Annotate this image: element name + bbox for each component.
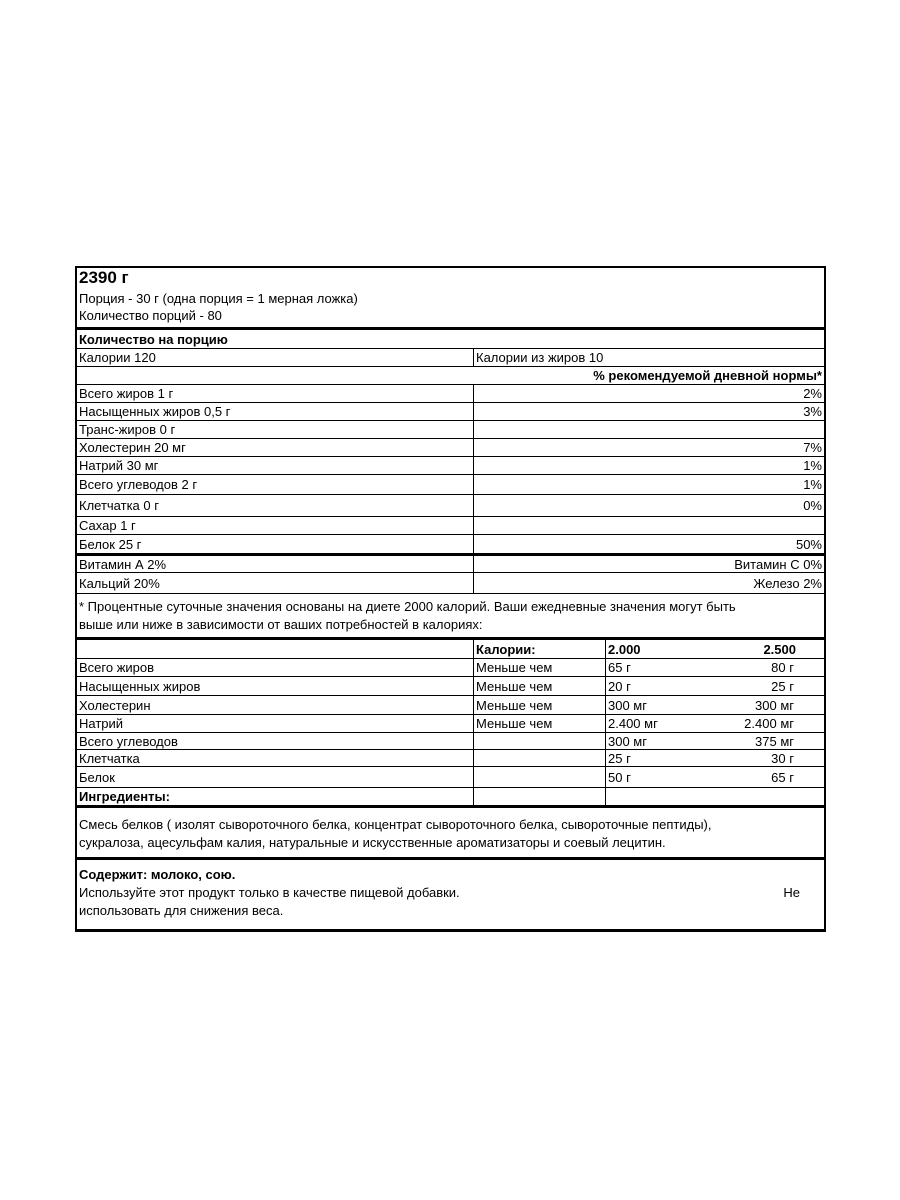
reference-row: [77, 750, 824, 767]
reference-qualifier: Меньше чем: [474, 715, 606, 732]
vitamin-left: Витамин А 2%: [77, 556, 474, 572]
nutrient-row: [77, 517, 824, 535]
reference-qualifier: Меньше чем: [474, 696, 606, 714]
reference-value-2000: 300 мг: [608, 697, 647, 713]
nutrient-dv: 0%: [803, 498, 822, 513]
reference-qualifier: [474, 733, 606, 749]
nutrient-dv: 7%: [803, 440, 822, 455]
vitamin-right: Витамин С 0%: [734, 556, 822, 572]
servings-count: Количество порций - 80: [79, 308, 222, 323]
nutrition-label: [75, 266, 826, 932]
reference-col2-header: 2.500: [763, 641, 796, 657]
reference-value-2500: 25 г: [771, 678, 794, 694]
nutrient-name: Транс-жиров 0 г: [77, 421, 474, 438]
footnote-line: выше или ниже в зависимости от ваших потребностей в калориях:: [79, 617, 483, 632]
nutrient-dv: 1%: [803, 477, 822, 492]
nutrient-row: [77, 439, 824, 457]
reference-value-2500: 300 мг: [755, 697, 794, 713]
reference-row: [77, 677, 824, 696]
nutrient-row: [77, 495, 824, 517]
nutrient-row: [77, 385, 824, 403]
reference-row: [77, 696, 824, 715]
calories-from-fat: Калории из жиров 10: [476, 350, 604, 365]
reference-value-2000: 50 г: [608, 769, 631, 785]
vitamin-row: [77, 556, 824, 573]
reference-row: [77, 659, 824, 677]
reference-col1-header: 2.000: [608, 641, 641, 657]
reference-name: Натрий: [77, 715, 474, 732]
nutrient-dv: 3%: [803, 404, 822, 419]
reference-qualifier: Меньше чем: [474, 677, 606, 695]
reference-name: Насыщенных жиров: [77, 677, 474, 695]
nutrient-row: [77, 475, 824, 495]
nutrient-name: Насыщенных жиров 0,5 г: [77, 403, 474, 420]
reference-calories-label: Калории:: [474, 640, 606, 658]
reference-name: Всего углеводов: [77, 733, 474, 749]
reference-value-2000: 2.400 мг: [608, 716, 658, 731]
reference-header-row: [77, 640, 824, 659]
nutrient-name: Всего жиров 1 г: [77, 385, 474, 402]
vitamin-right: Железо 2%: [753, 575, 822, 591]
amount-title-row: [77, 330, 824, 349]
label-header: [77, 268, 824, 330]
ingredients-text: [77, 808, 824, 860]
nutrient-name: Холестерин 20 мг: [77, 439, 474, 456]
ingredients-title: Ингредиенты:: [77, 788, 474, 805]
nutrient-dv: 50%: [795, 536, 822, 552]
usage-line: [79, 884, 822, 902]
reference-name: Белок: [77, 767, 474, 787]
calories-row: [77, 349, 824, 367]
reference-value-2500: 65 г: [771, 769, 794, 785]
usage-text-right: Не: [783, 885, 800, 900]
nutrient-dv: 2%: [803, 386, 822, 401]
dv-header-row: [77, 367, 824, 385]
reference-value-2500: 30 г: [771, 750, 794, 766]
nutrient-row: [77, 403, 824, 421]
nutrient-dv: [474, 517, 824, 534]
usage-line-2: использовать для снижения веса.: [79, 903, 284, 918]
reference-header-empty: [77, 640, 474, 658]
contains-section: [77, 860, 824, 920]
footnote: [77, 594, 824, 640]
footnote-line: * Процентные суточные значения основаны на диете 2000 калорий. Ваши ежедневные значения могут быть: [79, 599, 736, 614]
reference-value-2000: 25 г: [608, 750, 631, 766]
amount-title: Количество на порцию: [79, 331, 228, 347]
ingredients-title-row: [77, 788, 824, 808]
ingredients-title-empty-1: [474, 788, 606, 805]
vitamin-left: Кальций 20%: [77, 573, 474, 593]
nutrient-name: Сахар 1 г: [77, 517, 474, 534]
reference-qualifier: [474, 750, 606, 766]
vitamin-row: [77, 573, 824, 594]
calories: Калории 120: [77, 349, 474, 366]
reference-row: [77, 715, 824, 733]
serving-size: Порция - 30 г (одна порция = 1 мерная ложка): [79, 291, 358, 306]
reference-value-2500: 2.400 мг: [744, 716, 794, 731]
reference-value-2000: 300 мг: [608, 733, 647, 749]
reference-row: [77, 733, 824, 750]
ingredients-line: сукралоза, ацесульфам калия, натуральные и искусственные ароматизаторы и соевый лецитин.: [79, 835, 666, 850]
nutrient-name: Всего углеводов 2 г: [77, 475, 474, 494]
reference-qualifier: Меньше чем: [474, 659, 606, 676]
nutrient-name: Клетчатка 0 г: [77, 495, 474, 516]
net-weight: 2390 г: [79, 268, 129, 287]
nutrient-dv: [474, 421, 824, 438]
ingredients-title-empty-2: [606, 788, 824, 805]
nutrient-name: Белок 25 г: [77, 535, 474, 553]
nutrient-dv: 1%: [803, 458, 822, 473]
nutrient-name: Натрий 30 мг: [77, 457, 474, 474]
contains-title: Содержит: молоко, сою.: [79, 867, 236, 882]
nutrient-row: [77, 535, 824, 556]
reference-row: [77, 767, 824, 788]
nutrient-row: [77, 421, 824, 439]
reference-qualifier: [474, 767, 606, 787]
reference-value-2500: 375 мг: [755, 733, 794, 749]
ingredients-line: Смесь белков ( изолят сывороточного белка, концентрат сывороточного белка, сывороточные пептиды),: [79, 817, 712, 832]
reference-value-2500: 80 г: [771, 660, 794, 675]
reference-name: Холестерин: [77, 696, 474, 714]
usage-text: Используйте этот продукт только в качестве пищевой добавки.: [79, 885, 460, 900]
nutrient-row: [77, 457, 824, 475]
reference-name: Клетчатка: [77, 750, 474, 766]
dv-header: % рекомендуемой дневной нормы*: [593, 368, 822, 383]
reference-value-2000: 20 г: [608, 678, 631, 694]
reference-value-2000: 65 г: [608, 660, 631, 675]
reference-name: Всего жиров: [77, 659, 474, 676]
